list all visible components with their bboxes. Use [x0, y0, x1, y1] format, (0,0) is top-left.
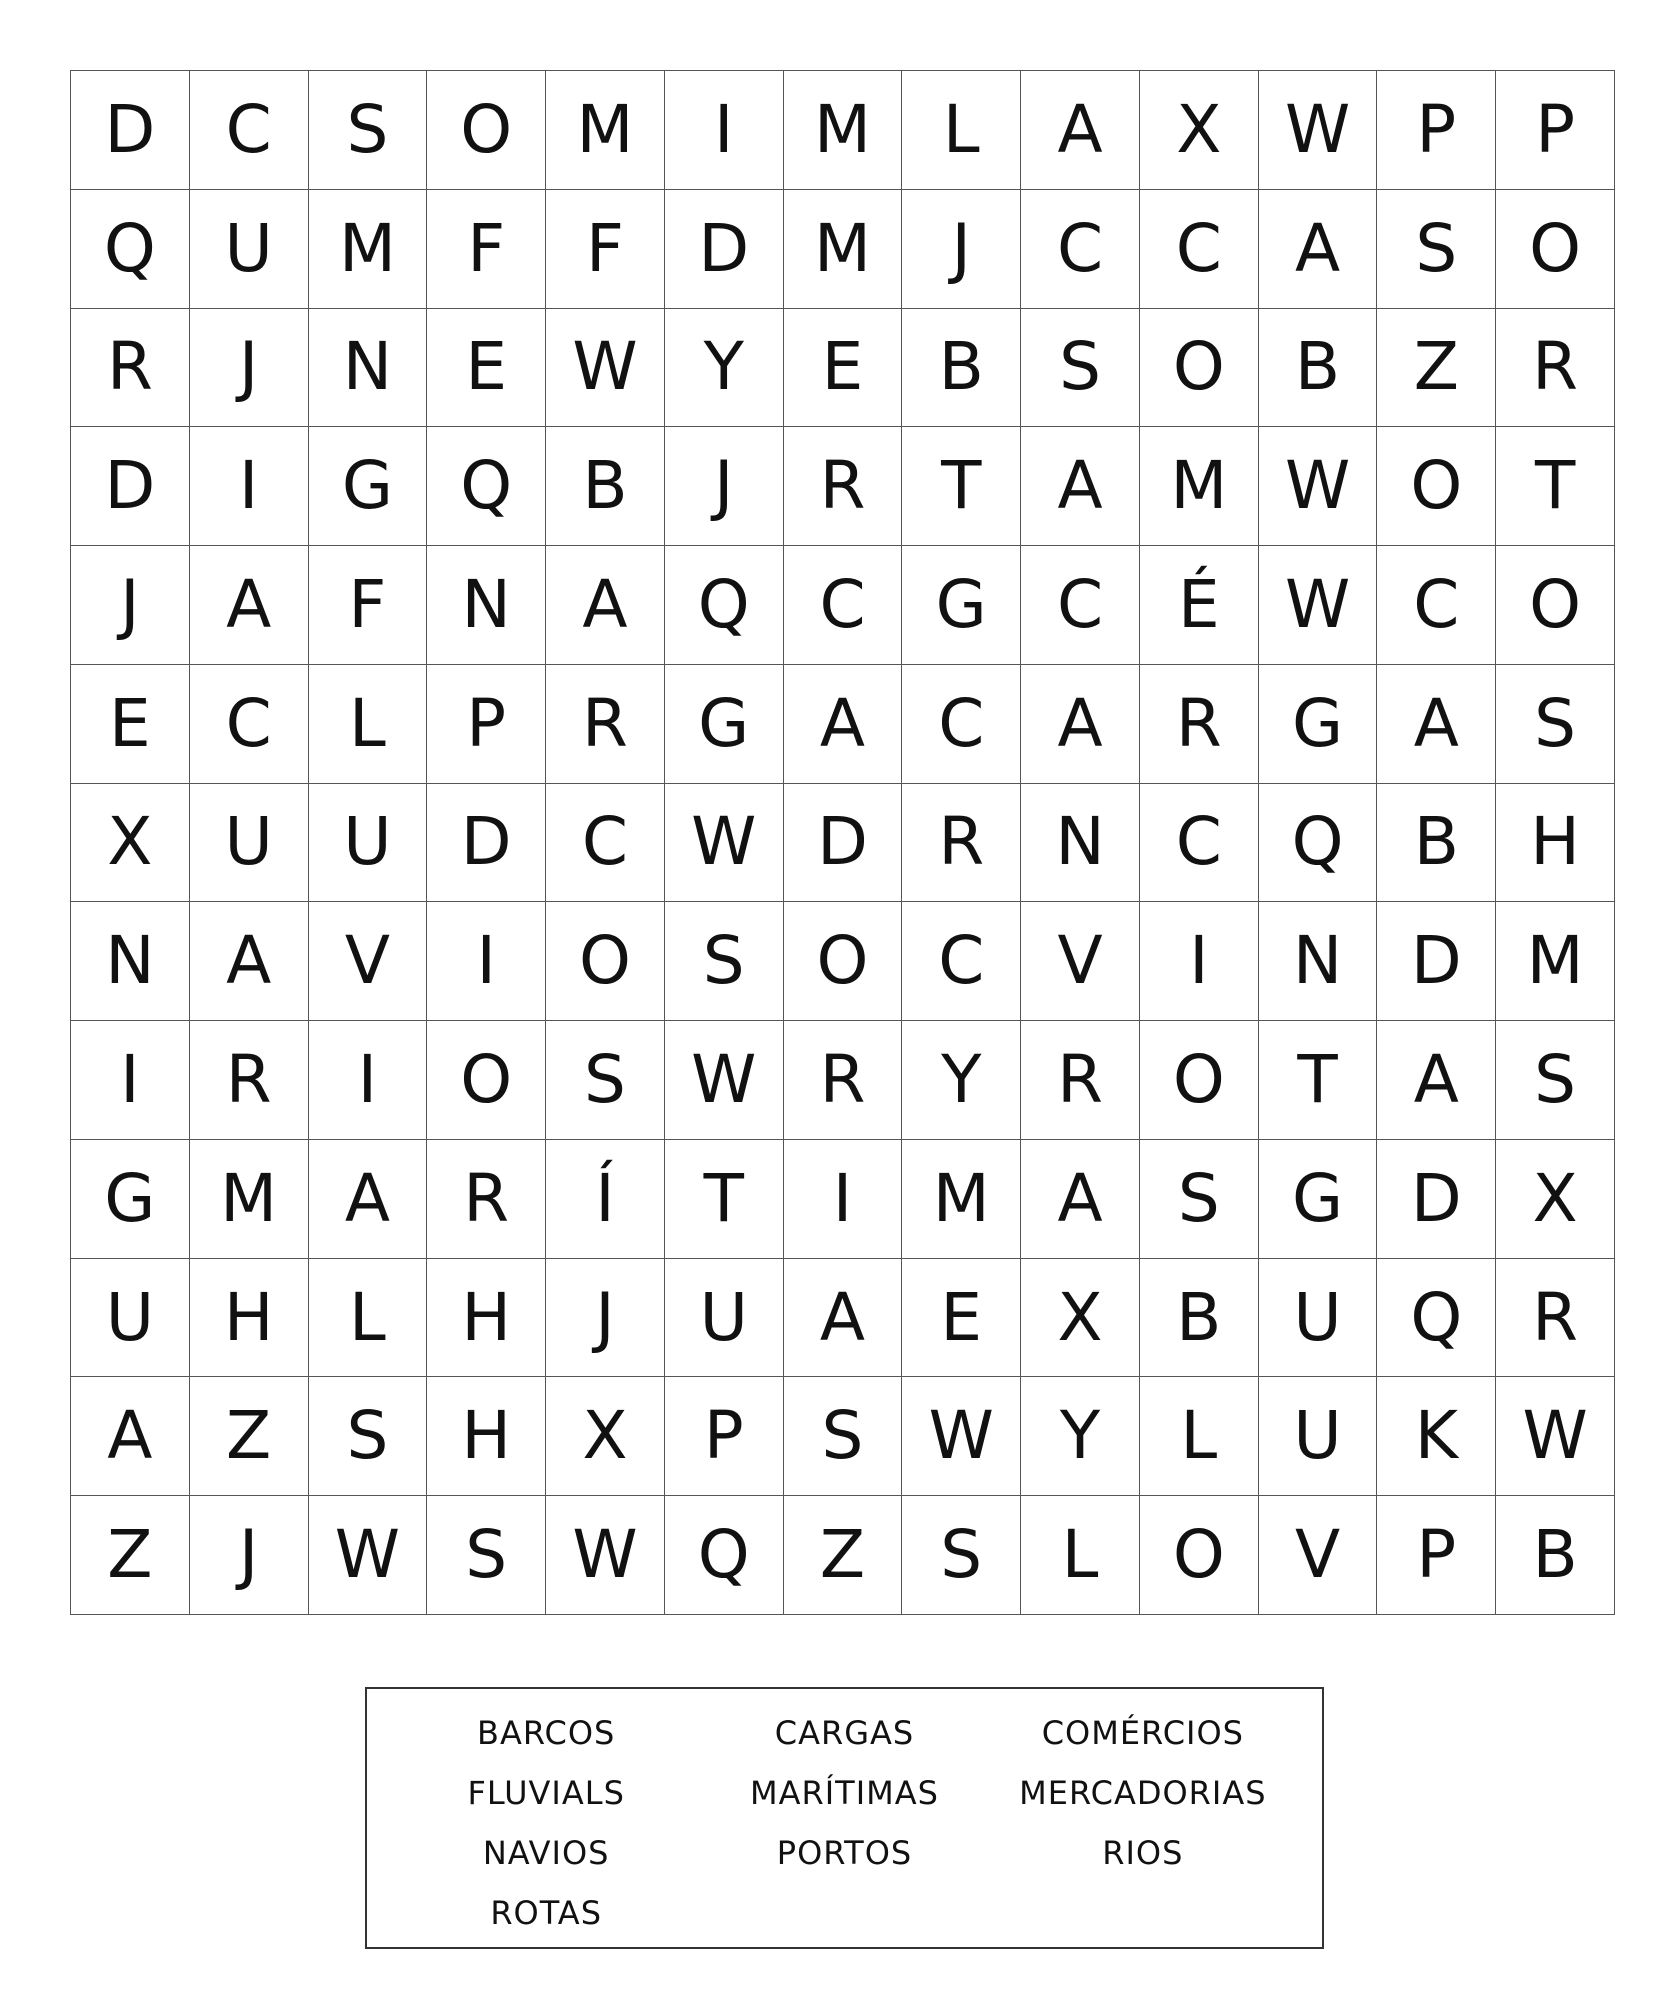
grid-cell[interactable]: Y [665, 309, 784, 428]
grid-cell[interactable]: R [784, 1021, 903, 1140]
grid-cell[interactable]: T [1496, 427, 1615, 546]
grid-cell[interactable]: A [1021, 1140, 1140, 1259]
word-list-item: ROTAS [490, 1894, 602, 1932]
grid-cell[interactable]: H [427, 1259, 546, 1378]
grid-cell[interactable]: H [427, 1377, 546, 1496]
grid-cell[interactable]: M [784, 190, 903, 309]
grid-cell[interactable]: R [1496, 309, 1615, 428]
grid-cell[interactable]: C [784, 546, 903, 665]
word-list-item: MARÍTIMAS [750, 1774, 939, 1812]
word-list-item: PORTOS [776, 1834, 913, 1872]
word-list-item: RIOS [1102, 1834, 1184, 1872]
grid-cell[interactable]: P [427, 665, 546, 784]
grid-cell[interactable]: D [71, 71, 190, 190]
grid-cell[interactable]: Z [784, 1496, 903, 1615]
grid-cell[interactable]: W [1259, 546, 1378, 665]
grid-cell[interactable]: G [902, 546, 1021, 665]
grid-cell[interactable]: K [1377, 1377, 1496, 1496]
grid-cell[interactable]: D [1377, 1140, 1496, 1259]
grid-cell[interactable]: M [190, 1140, 309, 1259]
grid-cell[interactable]: A [546, 546, 665, 665]
grid-cell[interactable]: C [546, 784, 665, 903]
grid-cell[interactable]: Q [427, 427, 546, 546]
grid-cell[interactable]: I [427, 902, 546, 1021]
grid-cell[interactable]: D [71, 427, 190, 546]
grid-cell[interactable]: M [1496, 902, 1615, 1021]
letter-grid [70, 70, 1615, 1615]
grid-cell[interactable]: I [665, 71, 784, 190]
grid-cell[interactable]: S [1496, 1021, 1615, 1140]
grid-cell[interactable]: S [427, 1496, 546, 1615]
grid-cell[interactable]: B [902, 309, 1021, 428]
grid-cell[interactable]: F [309, 546, 428, 665]
grid-cell[interactable]: L [1140, 1377, 1259, 1496]
grid-cell[interactable]: D [1377, 902, 1496, 1021]
word-list-item: COMÉRCIOS [1041, 1714, 1244, 1752]
grid-cell[interactable]: Í [546, 1140, 665, 1259]
grid-cell[interactable]: O [1140, 1496, 1259, 1615]
grid-cell[interactable]: L [309, 665, 428, 784]
word-list [365, 1687, 1324, 1949]
grid-cell[interactable]: O [546, 902, 665, 1021]
grid-cell[interactable]: O [1140, 1021, 1259, 1140]
grid-cell[interactable]: T [902, 427, 1021, 546]
grid-cell[interactable]: M [1140, 427, 1259, 546]
grid-cell[interactable]: H [190, 1259, 309, 1378]
grid-cell[interactable]: Q [665, 546, 784, 665]
grid-cell[interactable]: B [1496, 1496, 1615, 1615]
grid-cell[interactable]: S [546, 1021, 665, 1140]
grid-cell[interactable]: G [71, 1140, 190, 1259]
grid-cell[interactable]: W [1496, 1377, 1615, 1496]
grid-cell[interactable]: C [1140, 784, 1259, 903]
grid-cell[interactable]: J [71, 546, 190, 665]
grid-cell[interactable]: R [427, 1140, 546, 1259]
grid-cell[interactable]: E [902, 1259, 1021, 1378]
grid-cell[interactable]: Q [71, 190, 190, 309]
grid-cell[interactable]: Y [902, 1021, 1021, 1140]
word-list-item: NAVIOS [482, 1834, 610, 1872]
grid-cell[interactable]: S [309, 71, 428, 190]
grid-cell[interactable]: G [1259, 1140, 1378, 1259]
grid-cell[interactable]: R [1496, 1259, 1615, 1378]
grid-cell[interactable]: X [71, 784, 190, 903]
grid-cell[interactable]: W [902, 1377, 1021, 1496]
grid-cell[interactable]: Y [1021, 1377, 1140, 1496]
grid-cell[interactable]: B [546, 427, 665, 546]
grid-cell[interactable]: R [71, 309, 190, 428]
grid-cell[interactable]: F [427, 190, 546, 309]
word-list-item: BARCOS [477, 1714, 616, 1752]
grid-cell[interactable]: I [784, 1140, 903, 1259]
grid-cell[interactable]: N [309, 309, 428, 428]
grid-cell[interactable]: C [1377, 546, 1496, 665]
grid-cell[interactable]: S [784, 1377, 903, 1496]
grid-cell[interactable]: G [1259, 665, 1378, 784]
grid-cell[interactable]: J [190, 1496, 309, 1615]
grid-cell[interactable]: J [665, 427, 784, 546]
grid-cell[interactable]: A [1259, 190, 1378, 309]
grid-cell[interactable]: C [1140, 190, 1259, 309]
grid-cell[interactable]: O [1140, 309, 1259, 428]
grid-cell[interactable]: I [1140, 902, 1259, 1021]
grid-cell[interactable]: A [309, 1140, 428, 1259]
grid-cell[interactable]: J [902, 190, 1021, 309]
grid-cell[interactable]: U [1259, 1377, 1378, 1496]
grid-cell[interactable]: M [902, 1140, 1021, 1259]
grid-cell[interactable]: T [1259, 1021, 1378, 1140]
grid-cell[interactable]: V [1021, 902, 1140, 1021]
grid-cell[interactable]: A [1021, 665, 1140, 784]
grid-cell[interactable]: I [71, 1021, 190, 1140]
grid-cell[interactable]: W [665, 1021, 784, 1140]
grid-cell[interactable]: U [309, 784, 428, 903]
grid-cell[interactable]: R [784, 427, 903, 546]
grid-cell[interactable]: D [784, 784, 903, 903]
grid-cell[interactable]: S [665, 902, 784, 1021]
grid-cell[interactable]: H [1496, 784, 1615, 903]
grid-cell[interactable]: I [309, 1021, 428, 1140]
grid-cell[interactable]: A [1377, 665, 1496, 784]
grid-cell[interactable]: R [190, 1021, 309, 1140]
grid-cell[interactable]: E [71, 665, 190, 784]
grid-cell[interactable]: N [427, 546, 546, 665]
grid-cell[interactable]: W [546, 1496, 665, 1615]
grid-cell[interactable]: P [665, 1377, 784, 1496]
grid-cell[interactable]: A [784, 665, 903, 784]
grid-cell[interactable]: P [1496, 71, 1615, 190]
grid-cell[interactable]: X [1021, 1259, 1140, 1378]
grid-cell[interactable]: U [190, 784, 309, 903]
grid-cell[interactable]: W [546, 309, 665, 428]
grid-cell[interactable]: F [546, 190, 665, 309]
grid-cell[interactable]: E [784, 309, 903, 428]
grid-cell[interactable]: X [546, 1377, 665, 1496]
word-list-item: FLUVIALS [467, 1774, 625, 1812]
grid-cell[interactable]: U [190, 190, 309, 309]
grid-cell[interactable]: A [784, 1259, 903, 1378]
grid-cell[interactable]: A [190, 546, 309, 665]
grid-cell[interactable]: I [190, 427, 309, 546]
grid-cell[interactable]: E [427, 309, 546, 428]
grid-cell[interactable]: R [1140, 665, 1259, 784]
grid-cell[interactable]: Q [1377, 1259, 1496, 1378]
grid-cell[interactable]: W [1259, 71, 1378, 190]
grid-cell[interactable]: R [1021, 1021, 1140, 1140]
grid-cell[interactable]: R [546, 665, 665, 784]
word-list-item: CARGAS [774, 1714, 915, 1752]
grid-cell[interactable]: G [309, 427, 428, 546]
grid-cell[interactable]: A [1021, 427, 1140, 546]
grid-cell[interactable]: V [309, 902, 428, 1021]
grid-cell[interactable]: S [1140, 1140, 1259, 1259]
grid-cell[interactable]: S [309, 1377, 428, 1496]
grid-cell[interactable]: O [1496, 546, 1615, 665]
grid-cell[interactable]: J [546, 1259, 665, 1378]
grid-cell[interactable]: L [1021, 1496, 1140, 1615]
grid-cell[interactable]: W [1259, 427, 1378, 546]
grid-cell[interactable]: B [1140, 1259, 1259, 1378]
grid-cell[interactable]: Z [71, 1496, 190, 1615]
grid-cell[interactable]: M [546, 71, 665, 190]
grid-cell[interactable]: P [1377, 71, 1496, 190]
grid-cell[interactable]: M [784, 71, 903, 190]
grid-cell[interactable]: Q [665, 1496, 784, 1615]
grid-cell[interactable]: X [1496, 1140, 1615, 1259]
grid-cell[interactable]: S [1377, 190, 1496, 309]
grid-cell[interactable]: J [190, 309, 309, 428]
grid-cell[interactable]: L [902, 71, 1021, 190]
grid-cell[interactable]: U [1259, 1259, 1378, 1378]
grid-cell[interactable]: N [1021, 784, 1140, 903]
grid-cell[interactable]: C [902, 902, 1021, 1021]
grid-cell[interactable]: D [665, 190, 784, 309]
grid-cell[interactable]: É [1140, 546, 1259, 665]
grid-cell[interactable]: G [665, 665, 784, 784]
grid-cell[interactable]: U [71, 1259, 190, 1378]
grid-cell[interactable]: Q [1259, 784, 1378, 903]
grid-cell[interactable]: W [665, 784, 784, 903]
grid-cell[interactable]: A [71, 1377, 190, 1496]
grid-cell[interactable]: C [190, 71, 309, 190]
grid-cell[interactable]: C [902, 665, 1021, 784]
grid-cell[interactable]: O [1377, 427, 1496, 546]
grid-cell[interactable]: R [902, 784, 1021, 903]
grid-cell[interactable]: Z [1377, 309, 1496, 428]
grid-cell[interactable]: O [427, 71, 546, 190]
grid-cell[interactable]: C [190, 665, 309, 784]
grid-cell[interactable]: P [1377, 1496, 1496, 1615]
grid-cell[interactable]: C [1021, 190, 1140, 309]
grid-cell[interactable]: S [1496, 665, 1615, 784]
grid-cell[interactable]: Z [190, 1377, 309, 1496]
grid-cell[interactable]: B [1259, 309, 1378, 428]
grid-cell[interactable]: O [784, 902, 903, 1021]
grid-cell[interactable]: A [1021, 71, 1140, 190]
grid-cell[interactable]: T [665, 1140, 784, 1259]
grid-cell[interactable]: C [1021, 546, 1140, 665]
grid-cell[interactable]: X [1140, 71, 1259, 190]
grid-cell[interactable]: O [1496, 190, 1615, 309]
grid-cell[interactable]: O [427, 1021, 546, 1140]
grid-cell[interactable]: L [309, 1259, 428, 1378]
grid-cell[interactable]: A [1377, 1021, 1496, 1140]
grid-cell[interactable]: V [1259, 1496, 1378, 1615]
grid-cell[interactable]: M [309, 190, 428, 309]
grid-cell[interactable]: U [665, 1259, 784, 1378]
grid-cell[interactable]: B [1377, 784, 1496, 903]
word-list-item: MERCADORIAS [1019, 1774, 1267, 1812]
grid-cell[interactable]: S [1021, 309, 1140, 428]
grid-cell[interactable]: S [902, 1496, 1021, 1615]
grid-cell[interactable]: W [309, 1496, 428, 1615]
grid-cell[interactable]: D [427, 784, 546, 903]
grid-cell[interactable]: N [71, 902, 190, 1021]
grid-cell[interactable]: N [1259, 902, 1378, 1021]
grid-cell[interactable]: A [190, 902, 309, 1021]
